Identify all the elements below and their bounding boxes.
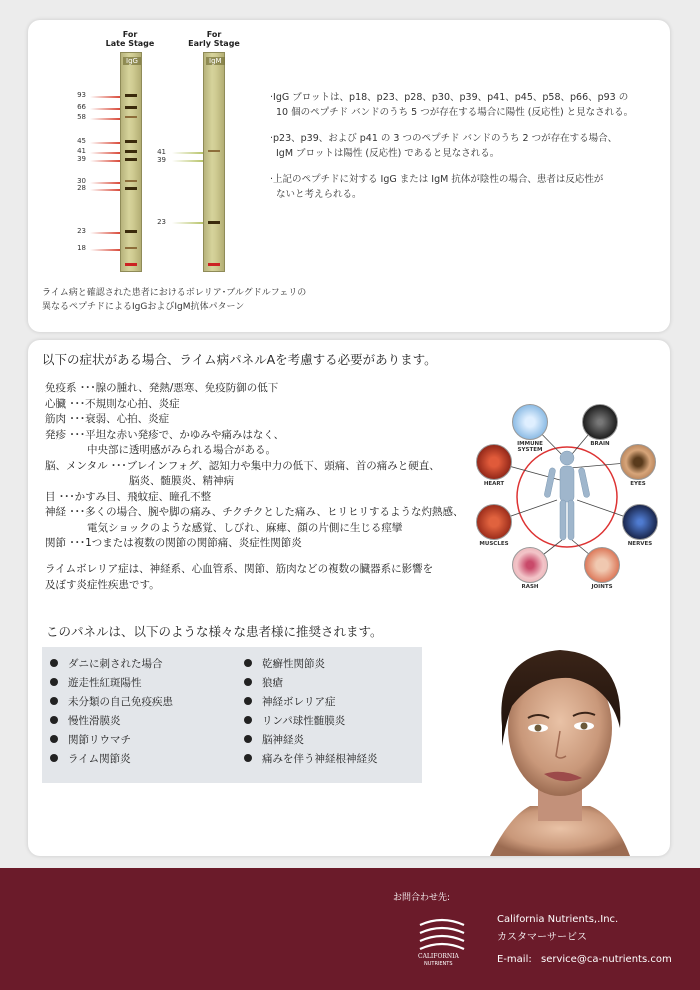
reco-right-6 [244,751,378,766]
symptoms-title: 以下の症状がある場合、ライム病パネルAを考慮する必要があります。 [42,352,437,367]
contact-label: お問合わせ先: [393,893,451,903]
marker-39: 39 [77,155,86,163]
logo-text-2: NUTRIENTS [424,961,453,967]
muscles-label: MUSCLES [479,541,509,547]
bullet-icon [244,735,252,743]
marker-58: 58 [77,113,86,121]
reco-right-1 [244,656,325,671]
symptom-rash: 発疹 ･･･平坦な赤い発疹で、かゆみや痛みはなく、 [45,428,285,441]
reco-right-3 [244,694,336,709]
recommend-title: このパネルは、以下のような様々な患者様に推奨されます。 [46,624,383,639]
marker-45: 45 [77,137,86,145]
marker-23: 23 [77,227,86,235]
late-stage-header-2: Late Stage [105,39,155,48]
symptom-immune: 免疫系 ･･･腺の腫れ、発熱/悪寒、免疫防御の低下 [45,382,279,394]
reco-left-6-label: ライム関節炎 [68,753,131,765]
caption-line-1: ライム病と確認された患者におけるボレリア･ブルグドルフェリの [42,288,307,298]
band-41 [125,150,137,153]
igm-strip-label: IgM [206,57,225,65]
joints-label: JOINTS [591,584,613,590]
heart-label: HEART [483,481,505,487]
pointer-28 [90,189,120,191]
pointer-30 [90,182,120,184]
late-stage-strip-group [105,30,155,48]
marker-41: 41 [77,147,86,155]
early-stage-strip-group [188,30,240,48]
reco-right-1-label: 乾癬性関節炎 [262,658,325,670]
strip-end-mark [125,263,137,266]
reco-left-2 [50,675,142,690]
band-45 [125,140,137,143]
pointer-66 [90,108,120,110]
igg-strip-label: IgG [123,57,141,65]
igm-marker-41: 41 [157,148,166,156]
band-93 [125,94,137,97]
criteria-line-6: ないと考えられる。 [276,189,362,200]
bullet-icon [50,659,58,667]
criteria-line-2: 10 個のペプチド バンドのうち 5 つが存在する場合に陽性 (反応性) と見なされる。 [276,107,634,118]
symptom-brain: 脳、メンタル ･･･ブレインフォグ、認知力や集中力の低下、頭痛、首の痛みと硬直、 [45,459,440,472]
reco-right-4 [244,713,345,728]
pointer-58 [90,118,120,120]
bullet-icon [50,678,58,686]
eyes-icon [620,444,656,480]
early-stage-header-2: Early Stage [188,39,240,48]
criteria-line-4: IgM ブロットは陽性 (反応性) であると見なされる。 [276,148,500,159]
lyme-description [45,562,433,593]
email-link[interactable]: service@ca-nutrients.com [541,954,672,965]
igm-pointer-39 [172,160,203,162]
reco-left-3 [50,694,173,709]
bullet-icon [244,678,252,686]
heart-icon [476,444,512,480]
immune-system-label: IMMUNE SYSTEM [517,441,543,453]
marker-30: 30 [77,177,86,185]
nerves-icon [622,504,658,540]
bullet-icon [50,754,58,762]
pointer-45 [90,142,120,144]
reco-left-4 [50,713,121,728]
igm-marker-39: 39 [157,156,166,164]
patient-face-illustration [450,636,670,856]
organ-connections [472,400,662,590]
joints-icon [584,547,620,583]
band-30 [125,180,137,182]
brain-label: BRAIN [590,441,610,447]
band-18 [125,247,137,249]
igm-pointer-23 [172,222,203,224]
bullet-icon [50,716,58,724]
reco-right-6-label: 痛みを伴う神経根神経炎 [262,753,378,765]
blot-caption [42,286,306,314]
caption-line-2: 異なるペプチドによるIgGおよびIgM抗体パターン [42,302,245,312]
reco-right-2-label: 狼瘡 [262,677,283,689]
reco-right-2 [244,675,283,690]
reco-left-4-label: 慢性滑膜炎 [68,715,121,727]
reco-right-3-label: 神経ボレリア症 [262,696,336,708]
criteria-line-5: ·上記のペプチドに対する IgG または IgM 抗体が陰性の場合、患者は反応性が [270,174,604,185]
immune-system-icon [512,404,548,440]
eyes-label: EYES [630,481,646,487]
band-66 [125,106,137,109]
marker-66: 66 [77,103,86,111]
criteria-line-3: ·p23、p39、および p41 の 3 つのペプチド バンドのうち 2 つが存在する場合、 [270,133,618,144]
reco-left-2-label: 遊走性紅斑陽性 [68,677,142,689]
reco-left-1 [50,656,163,671]
rash-label: RASH [521,584,539,590]
symptom-nerves-cont: 電気ショックのような感覚、しびれ、麻痺、顔の片側に生じる痙攣 [45,521,403,534]
pointer-93 [90,96,120,98]
igm-strip [203,52,225,272]
pointer-39 [90,160,120,162]
igm-band-41 [208,150,220,152]
symptom-brain-cont: 脳炎、髄膜炎、精神病 [45,475,234,487]
igm-marker-23: 23 [157,218,166,226]
symptom-eyes: 目 ･･･かすみ目、飛蚊症、瞳孔不整 [45,490,212,503]
reco-left-5-label: 関節リウマチ [68,734,131,746]
reco-left-3-label: 未分類の自己免疫疾患 [68,696,173,708]
rash-icon [512,547,548,583]
band-28 [125,187,137,190]
pointer-23 [90,232,120,234]
description-line-2: 及ぼす炎症性疾患です。 [45,578,160,591]
muscles-icon [476,504,512,540]
igm-pointer-41 [172,152,203,154]
marker-18: 18 [77,244,86,252]
igm-band-23 [208,221,220,224]
bullet-icon [244,697,252,705]
bullet-icon [50,735,58,743]
reco-right-4-label: リンパ球性髄膜炎 [262,715,346,727]
bullet-icon [244,716,252,724]
department-name: カスタマーサービス [497,932,587,943]
bullet-icon [244,659,252,667]
symptom-joints: 関節 ･･･1つまたは複数の関節の関節痛、炎症性関節炎 [45,537,302,549]
symptom-rash-cont: 中央部に透明感がみられる場合がある。 [45,444,276,456]
description-line-1: ライムボレリア症は、神経系、心血管系、関節、筋肉などの複数の臓器系に影響を [45,563,434,575]
criteria-line-1: ·IgG ブロットは、p18、p23、p28、p30、p39、p41、p45、p58、p66、p93 の [270,92,629,103]
criteria-text [270,90,665,202]
igm-strip-end-mark [208,263,220,266]
reco-left-6 [50,751,131,766]
early-stage-header-1: For [206,30,222,39]
pointer-18 [90,249,120,251]
bullet-icon [50,697,58,705]
logo-text-1: CALIFORNIA [418,953,459,960]
symptom-muscle: 筋肉 ･･･衰弱、心拍、炎症 [45,413,170,425]
email-label: E-mail: [497,954,532,965]
pointer-41 [90,152,120,154]
band-39 [125,158,137,161]
bullet-icon [244,754,252,762]
symptom-heart: 心臓 ･･･不規則な心拍、炎症 [45,397,180,410]
organ-diagram [472,400,662,590]
late-stage-header-1: For [122,30,138,39]
company-name: California Nutrients,.Inc. [497,914,619,925]
band-23 [125,230,137,233]
marker-28: 28 [77,184,86,192]
marker-93: 93 [77,91,86,99]
brain-icon [582,404,618,440]
band-58 [125,116,137,118]
footer [0,868,700,990]
reco-left-5 [50,732,131,747]
reco-left-1-label: ダニに刺された場合 [68,658,163,670]
symptom-nerves: 神経 ･･･多くの場合、腕や脚の痛み、チクチクとした痛み、ヒリヒリするような灼熱感、 [45,506,464,518]
symptoms-list [45,381,464,552]
reco-right-5 [244,732,304,747]
nerves-label: NERVES [627,541,653,547]
reco-right-5-label: 脳神経炎 [262,734,304,746]
igg-strip [120,52,142,272]
